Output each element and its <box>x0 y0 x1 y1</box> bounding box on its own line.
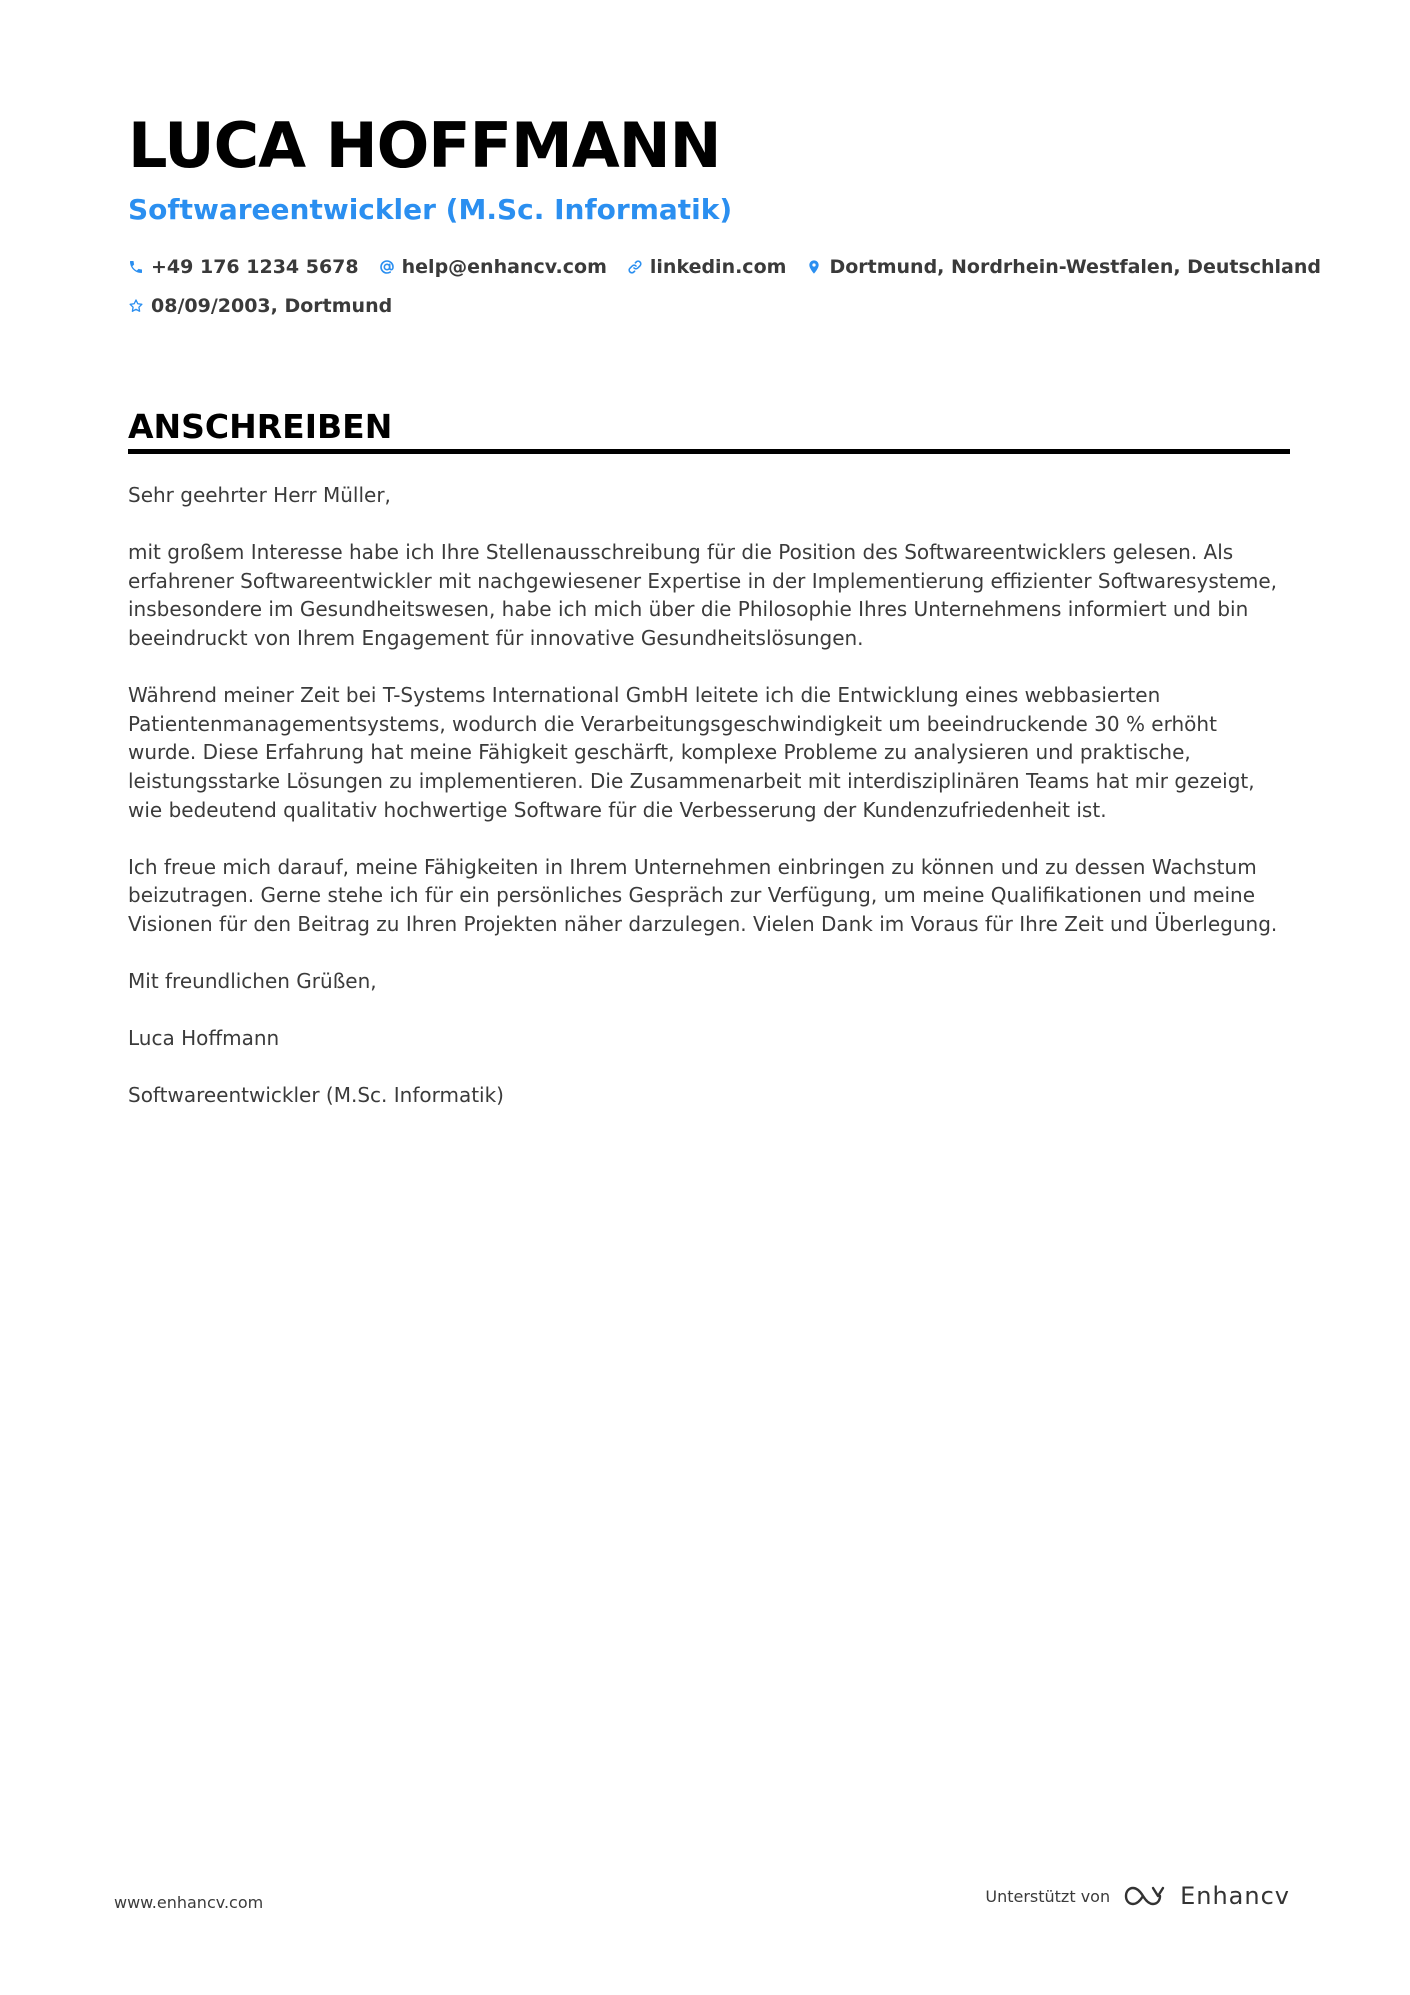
link-text[interactable]: linkedin.com <box>649 256 787 278</box>
birth-text: 08/09/2003, Dortmund <box>151 295 393 317</box>
letter-paragraph: Ich freue mich darauf, meine Fähigkeiten in Ihrem Unternehmen einbringen zu können und zu dessen Wachstum beizutragen. Gerne stehe ich für ein persönliches Gespräch zur Verfügung, um meine Qualifikationen und meine Visionen für den Beitrag zu Ihren Projekten näher darzulegen. Vielen Dank im Voraus für Ihre Zeit und Überlegung. <box>128 854 1278 936</box>
signature-title: Softwareentwickler (M.Sc. Informatik) <box>128 1083 504 1108</box>
candidate-name: LUCA HOFFMANN <box>128 109 721 182</box>
contact-row-secondary <box>128 291 1288 321</box>
contact-location <box>806 256 1321 278</box>
phone-icon <box>128 259 144 275</box>
contact-row-primary <box>128 252 1322 282</box>
letter-paragraph: mit großem Interesse habe ich Ihre Stellenausschreibung für die Position des Softwareentwicklers gelesen. Als erfahrener Softwareentwickler mit nachgewiesener Expertise in der Implementierung effizienter Softwaresysteme, insbesondere im Gesundheitswesen, habe ich mich über die Philosophie Ihres Unternehmens informiert und bin beeindruckt von Ihrem Engagement für innovative Gesundheitslösungen. <box>128 540 1278 650</box>
section-divider <box>128 449 1290 454</box>
brand-text: Enhancv <box>1180 1882 1290 1910</box>
candidate-headline: Softwareentwickler (M.Sc. Informatik) <box>128 193 733 226</box>
letter-paragraph: Während meiner Zeit bei T-Systems International GmbH leitete ich die Entwicklung eines webbasierten Patientenmanagementsystems, wodurch die Verarbeitungsgeschwindigkeit um beeindruckende 30 % erhöht wurde. Diese Erfahrung hat meine Fähigkeit geschärft, komplexe Probleme zu analysieren und praktische, leistungsstarke Lösungen zu implementieren. Die Zusammenarbeit mit interdisziplinären Teams hat mir gezeigt, wie bedeutend qualitativ hochwertige Software für die Verbesserung der Kundenzufriedenheit ist. <box>128 683 1255 822</box>
letter-salutation: Sehr geehrter Herr Müller, <box>128 483 391 507</box>
section-title: ANSCHREIBEN <box>128 407 393 446</box>
signature-name: Luca Hoffmann <box>128 1026 280 1051</box>
footer-branding <box>985 1882 1290 1910</box>
contact-link[interactable] <box>627 256 787 278</box>
contact-email[interactable] <box>379 256 607 278</box>
enhancv-logo-icon <box>1122 1883 1168 1909</box>
footer-website[interactable]: www.enhancv.com <box>114 1893 264 1912</box>
contact-birth <box>128 295 392 317</box>
star-icon <box>128 298 144 314</box>
contact-info <box>128 252 1322 330</box>
phone-text: +49 176 1234 5678 <box>151 256 359 278</box>
letter-body <box>128 481 1290 1139</box>
letter-closing: Mit freundlichen Grüßen, <box>128 969 377 994</box>
email-text[interactable]: help@enhancv.com <box>401 256 607 278</box>
link-icon <box>627 259 643 275</box>
location-text: Dortmund, Nordrhein-Westfalen, Deutschland <box>829 256 1322 278</box>
map-pin-icon <box>806 259 822 275</box>
powered-by-text: Unterstützt von <box>985 1886 1111 1906</box>
contact-phone <box>128 256 359 278</box>
at-icon <box>379 259 395 275</box>
